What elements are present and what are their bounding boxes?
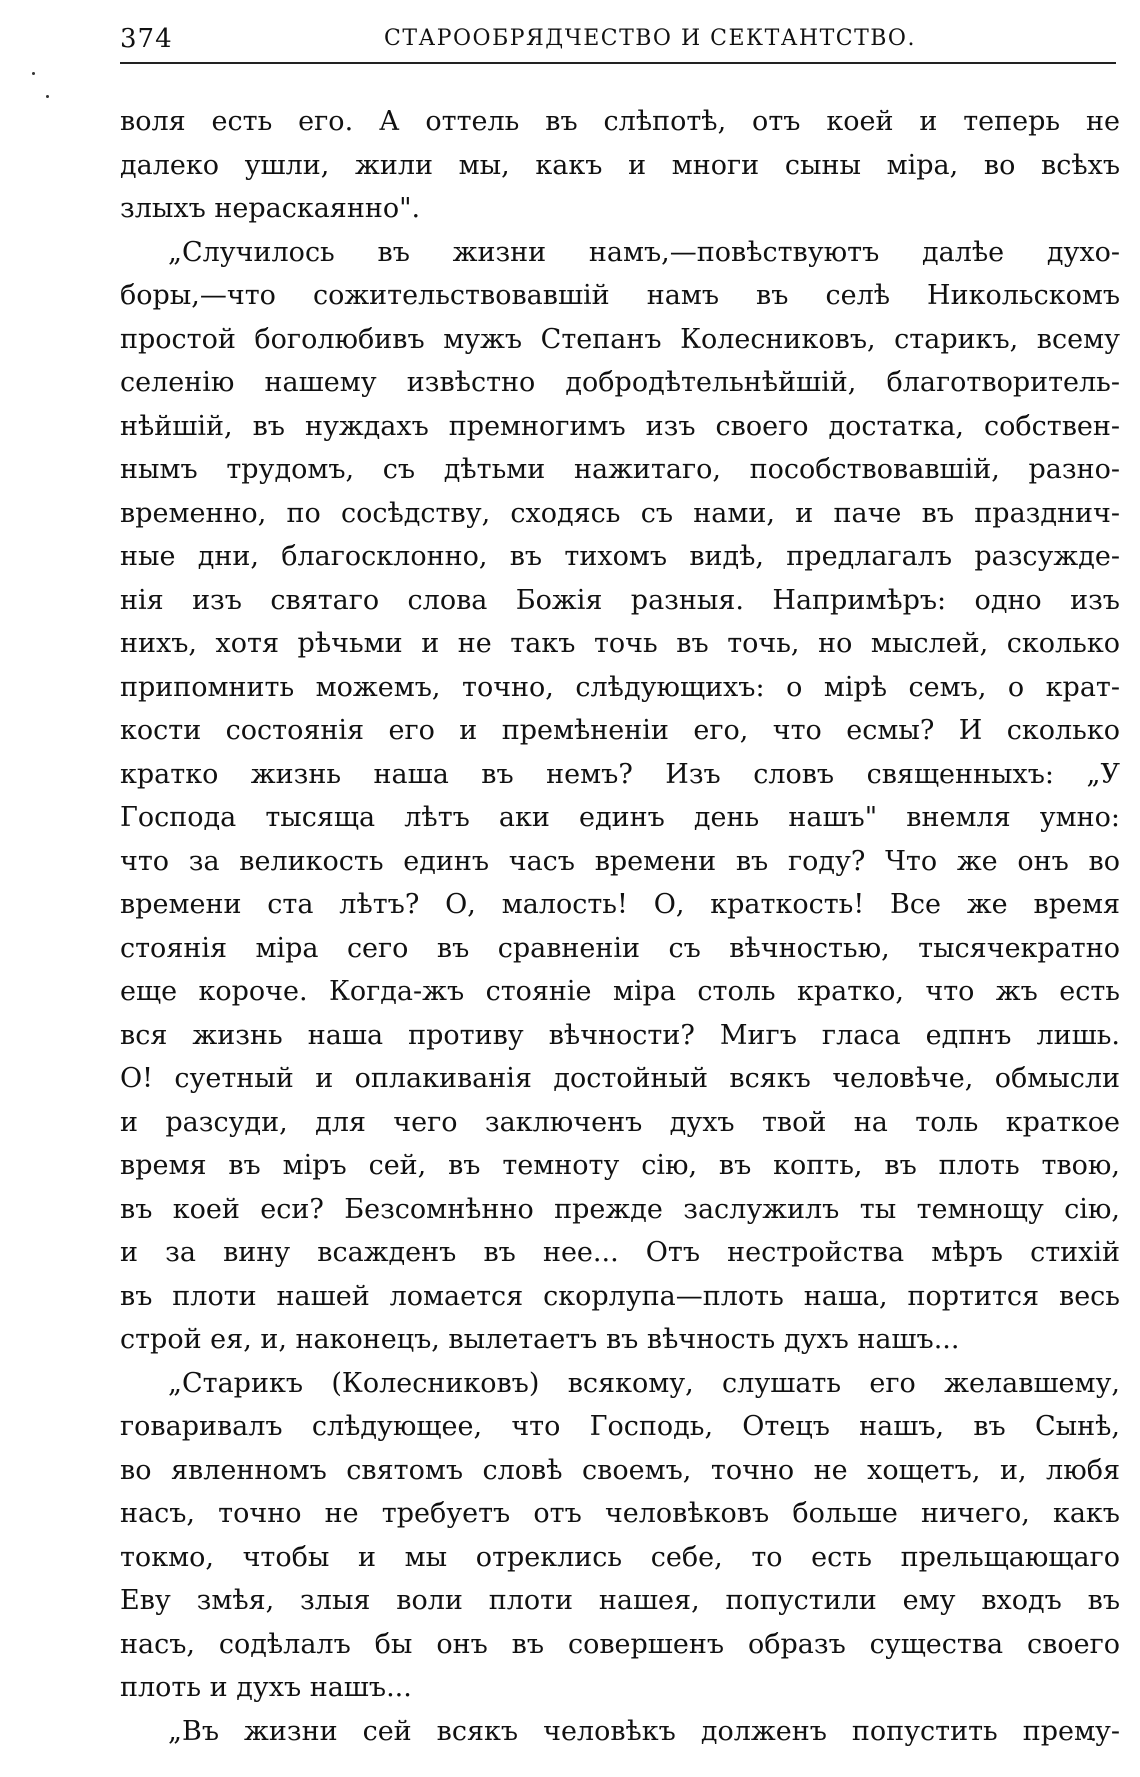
text-line: плоть и духъ нашъ... bbox=[120, 1672, 412, 1703]
text-line: и разсуди, для чего заключенъ духъ твой на толь краткое bbox=[120, 1106, 1120, 1138]
print-speck bbox=[46, 95, 49, 98]
text-line: „Въ жизни сей всякъ человѣкъ долженъ попустить прему- bbox=[168, 1715, 1120, 1747]
text-line: время въ міръ сей, въ темноту сію, въ копть, въ плоть твою, bbox=[120, 1150, 1120, 1181]
text-line: насъ, содѣлалъ бы онъ въ совершенъ образъ существа своего bbox=[120, 1628, 1120, 1660]
text-line: во явленномъ святомъ словѣ своемъ, точно не хощетъ, и, любя bbox=[120, 1454, 1120, 1486]
text-line: боры,—что сожительствовавшій намъ въ селѣ Никольскомъ bbox=[120, 280, 1120, 311]
text-line: ные дни, благосклонно, въ тихомъ видѣ, предлагалъ разсужде- bbox=[120, 541, 1120, 572]
text-line: злыхъ нераскаянно". bbox=[120, 193, 421, 224]
text-line: нихъ, хотя рѣчьми и не такъ точь въ точь, но мыслей, сколько bbox=[120, 628, 1120, 659]
text-line: временно, по сосѣдству, сходясь съ нами, и паче въ празднич- bbox=[120, 497, 1120, 529]
text-line: простой боголюбивъ мужъ Степанъ Колесниковъ, старикъ, всему bbox=[120, 323, 1120, 355]
text-line: Господа тысяща лѣтъ аки единъ день нашъ" внемля умно: bbox=[120, 802, 1120, 833]
text-line: кости состоянія его и премѣненіи его, что есмы? И сколько bbox=[120, 715, 1120, 746]
text-line: воля есть его. А оттель въ слѣпотѣ, отъ коей и теперь не bbox=[120, 106, 1120, 137]
text-line: и за вину всажденъ въ нее... Отъ нестройства мѣръ стихій bbox=[120, 1237, 1120, 1268]
text-line: стоянія міра сего въ сравненіи съ вѣчностью, тысячекратно bbox=[120, 932, 1120, 964]
text-line: далеко ушли, жили мы, какъ и многи сыны міра, во всѣхъ bbox=[120, 149, 1120, 181]
text-line: нія изъ святаго слова Божія разныя. Напримѣръ: одно изъ bbox=[120, 584, 1120, 616]
running-title: СТАРООБРЯДЧЕСТВО И СЕКТАНТСТВО. bbox=[384, 26, 916, 51]
body-text bbox=[120, 100, 1120, 1753]
text-line: въ коей еси? Безсомнѣнно прежде заслужилъ ты темнощу сію, bbox=[120, 1193, 1120, 1225]
text-line: припомнить можемъ, точно, слѣдующихъ: о мірѣ семъ, о крат- bbox=[120, 671, 1120, 703]
text-line: О! суетный и оплакиванія достойный всякъ человѣче, обмысли bbox=[120, 1063, 1120, 1094]
text-line: вся жизнь наша противу вѣчности? Мигъ гласа едпнъ лишь. bbox=[120, 1019, 1120, 1051]
header-rule bbox=[120, 62, 1116, 64]
text-line: Еву змѣя, злыя воли плоти нашея, попустили ему входъ въ bbox=[120, 1585, 1120, 1616]
page-header bbox=[120, 20, 1116, 64]
page-number: 374 bbox=[120, 24, 173, 54]
text-line: токмо, чтобы и мы отреклись себе, то есть прельщающаго bbox=[120, 1541, 1120, 1573]
text-line: „Старикъ (Колесниковъ) всякому, слушать его желавшему, bbox=[168, 1367, 1120, 1399]
text-line: нѣйшій, въ нуждахъ премногимъ изъ своего достатка, собствен- bbox=[120, 410, 1120, 442]
text-line: „Случилось въ жизни намъ,—повѣствуютъ далѣе духо- bbox=[168, 236, 1120, 268]
text-line: еще короче. Когда-жъ стояніе міра столь кратко, что жъ есть bbox=[120, 976, 1120, 1007]
text-line: что за великость единъ часъ времени въ году? Что же онъ во bbox=[120, 845, 1120, 877]
print-speck bbox=[32, 72, 35, 75]
text-line: строй ея, и, наконецъ, вылетаетъ въ вѣчность духъ нашъ... bbox=[120, 1324, 960, 1355]
text-line: нымъ трудомъ, съ дѣтьми нажитаго, пособствовавшій, разно- bbox=[120, 454, 1120, 485]
text-line: въ плоти нашей ломается скорлупа—плоть наша, портится весь bbox=[120, 1280, 1120, 1312]
text-line: кратко жизнь наша въ немъ? Изъ словъ священныхъ: „У bbox=[120, 758, 1120, 790]
text-line: времени ста лѣтъ? О, малость! О, краткость! Все же время bbox=[120, 889, 1120, 920]
text-line: говаривалъ слѣдующее, что Господь, Отецъ нашъ, въ Сынѣ, bbox=[120, 1411, 1120, 1442]
text-line: селенію нашему извѣстно добродѣтельнѣйшій, благотворитель- bbox=[120, 367, 1120, 398]
text-line: насъ, точно не требуетъ отъ человѣковъ больше ничего, какъ bbox=[120, 1498, 1120, 1529]
